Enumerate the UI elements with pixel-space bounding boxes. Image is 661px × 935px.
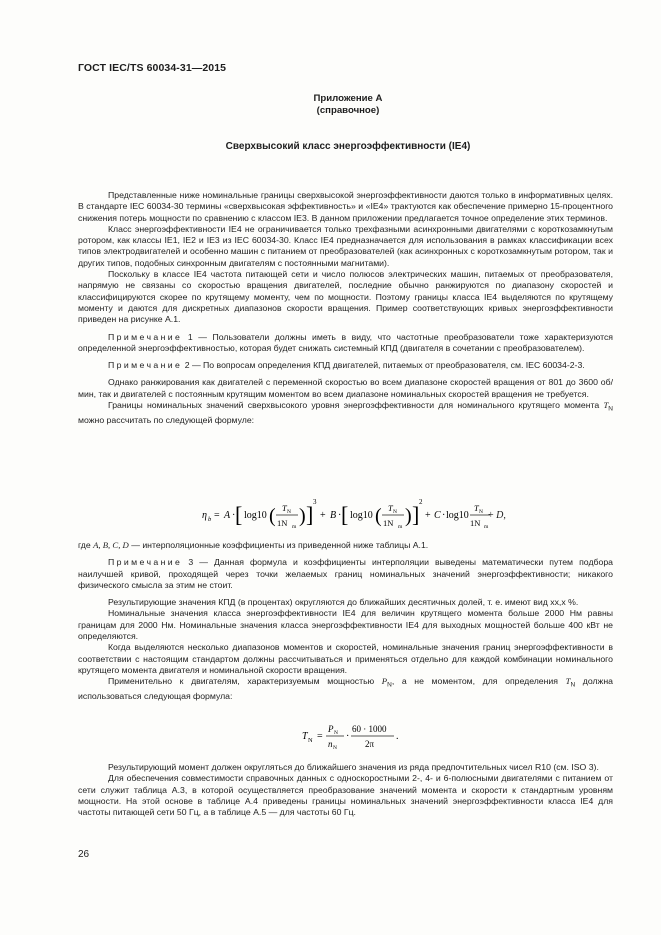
svg-text:60 · 1000: 60 · 1000 [352,724,387,734]
svg-text:T: T [282,503,287,513]
svg-text:]: ] [306,502,314,527]
svg-text:log10: log10 [446,510,469,521]
svg-text:1N: 1N [383,518,394,528]
svg-text:m: m [398,524,403,530]
paragraph: Границы номинальных значений сверхвысокого уровня энергоэффективности для номинального крутящего момента $T_N$ можно рассчитать по следующей формуле: [78,400,613,426]
svg-text:log10: log10 [244,510,267,521]
standard-header: ГОСТ IEC/TS 60034-31—2015 [78,62,227,74]
paragraph: Применительно к двигателям, характеризуемым мощностью $P_N$, а не моментом, для определения $T_N$ должна использоваться следующая формула: [78,676,613,702]
note-label: Примечание [108,331,183,342]
note-label: Примечание [108,557,183,568]
svg-text:T: T [474,503,479,513]
appendix-title: Приложение А [313,93,383,104]
svg-text:m: m [292,524,297,530]
svg-text:A: A [224,510,231,521]
svg-text:·: · [338,510,342,521]
svg-text:N: N [333,745,337,751]
svg-text:log10: log10 [350,510,373,521]
svg-text:·: · [442,510,446,521]
svg-text:.: . [396,731,399,742]
svg-text:b: b [208,516,212,523]
paragraph: Когда выделяются несколько диапазонов моментов и скоростей, номинальные значения границ энергоэффективности в соответствии с настоящим стандартом должны рассчитываться и применяться отдельно для каждой комбинации номинального крутящего момента двигателя и номинальной скорости вращения. [78,642,613,675]
paragraph: Поскольку в классе IE4 частота питающей сети и число полюсов электрических машин, питаемых от преобразователя, напрямую не связаны со скоростью вращения двигателей, последние обычно ранжируются по диапазону скоростей и классифицируются скорее по крутящему моменту, чем по мощности. Поэтому границы класса IE4 выделяются по крутящему моменту и даются для дискретных диапазонов скорости вращения. Пример соответствующих кривых энергоэффективности приведен на рисунке А.1. [78,269,613,325]
paragraph: Номинальные значения класса энергоэффективности IE4 для величин крутящего момента больше 2000 Нм равны границам для 2000 Нм. Номинальные значения класса энергоэффективности IE4 для выходных мощностей больше 400 кВт не определяются. [78,608,613,642]
svg-text:): ) [405,505,412,527]
svg-text:1N: 1N [470,518,481,528]
svg-text:T: T [302,731,308,742]
paragraph: Класс энергоэффективности IE4 не ограничивается только трехфазными асинхронными двигателями с короткозамкнутым ротором, как классы IE1, IE2 и IE3 из IEC 60034-30. Класс IE4 предназначается для использования в рамках классификации всех типов электродвигателей и особенно машин с питанием от преобразователей (как асинхронных с короткозамкнутым ротором, так и других типов, подобных синхронным двигателям с постоянными магнитами). [78,223,613,268]
svg-text:N: N [287,509,291,515]
svg-text:+: + [425,510,431,521]
note-label: Примечание [108,360,183,371]
svg-text:C: C [434,510,441,521]
svg-text:n: n [328,739,333,749]
paragraph: Результирующие значения КПД (в процентах) округляются до ближайших десятичных долей, т. е. имеют вид xx,x %. [108,597,579,608]
paragraph: где A, B, C, D — интерполяционные коэффициенты из приведенной ниже таблицы А.1. [78,540,429,550]
svg-text:m: m [484,524,489,530]
svg-text:2π: 2π [365,739,375,749]
svg-text:T: T [388,503,393,513]
svg-text:=: = [317,731,323,742]
svg-text:(: ( [375,505,382,527]
svg-text:N: N [334,730,338,736]
svg-text:+: + [320,510,326,521]
page-number: 26 [78,849,90,860]
svg-text:B: B [330,510,337,521]
paragraph: Представленные ниже номинальные границы сверхвысокой энергоэффективности даются только в информативных целях. В стандарте IEC 60034-30 термины «сверхвысокая эффективность» и «IE4» трактуются как обеспечение примерно 15-процентного снижения потерь мощности по сравнению с классом IE3. В данном приложении предлагается точное определение этих терминов. [78,190,613,223]
svg-text:3: 3 [313,498,317,506]
svg-text:]: ] [412,502,420,527]
text-block-2 [78,540,613,703]
text-block-3 [78,762,613,818]
svg-text:N: N [308,737,313,744]
svg-text:P: P [328,724,334,734]
efficiency-formula [200,496,500,534]
svg-text:(: ( [269,505,276,527]
svg-text:η: η [202,510,207,521]
svg-text:[: [ [235,502,243,527]
text-block-1 [78,190,613,426]
svg-text:1N: 1N [277,518,288,528]
note-1: Примечание 1 — Пользователи должны иметь в виду, что частотные преобразователи тоже характеризуются определенной энергоэффективностью, которая будет снижать системный КПД (двигателя в сочетании с преобразователем). [78,331,613,353]
svg-text:·: · [346,731,350,742]
svg-text:=: = [214,510,220,521]
svg-text:·: · [232,510,236,521]
note-2: Примечание 2 — По вопросам определения КПД двигателей, питаемых от преобразователя, см. IEC 60034-2-3. [108,360,585,371]
appendix-heading: Сверхвысокий класс энергоэффективности (IE4) [225,141,471,152]
svg-text:N: N [479,509,483,515]
formula-tail: + D, [488,510,506,521]
paragraph: Результирующий момент должен округляться до ближайшего значения из ряда предпочтительных чисел R10 (см. ISO 3). [108,762,599,772]
note-3: Примечание 3 — Данная формула и коэффициенты интерполяции выведены математически путем подбора наилучшей кривой, проходящей через точки желаемых границ номинальных значений энергоэффективности; никакого физического смысла за этим не стоит. [78,557,613,590]
svg-text:): ) [299,505,306,527]
svg-text:N: N [393,509,397,515]
torque-formula [300,720,420,754]
svg-text:[: [ [341,502,349,527]
appendix-type: (справочное) [316,105,380,116]
paragraph: Однако ранжирования как двигателей с переменной скоростью во всем диапазоне скоростей вращения от 801 до 3600 об/мин, так и двигателей с постоянным крутящим моментом во всем диапазоне номинальных скоростей вращения не требуется. [78,377,613,399]
svg-text:2: 2 [419,498,423,506]
paragraph: Для обеспечения совместимости справочных данных с односкоростными 2-, 4- и 6-полюсными двигателями с питанием от сети служит таблица А.3, в которой осуществляется преобразование значений момента и скорости к стандартным уровням мощности. На этой основе в таблице А.4 приведены границы номинальных значений энергоэффективности класса IE4 для частоты питающей сети 50 Гц, а в таблице А.5 — для частоты 60 Гц. [78,773,613,818]
